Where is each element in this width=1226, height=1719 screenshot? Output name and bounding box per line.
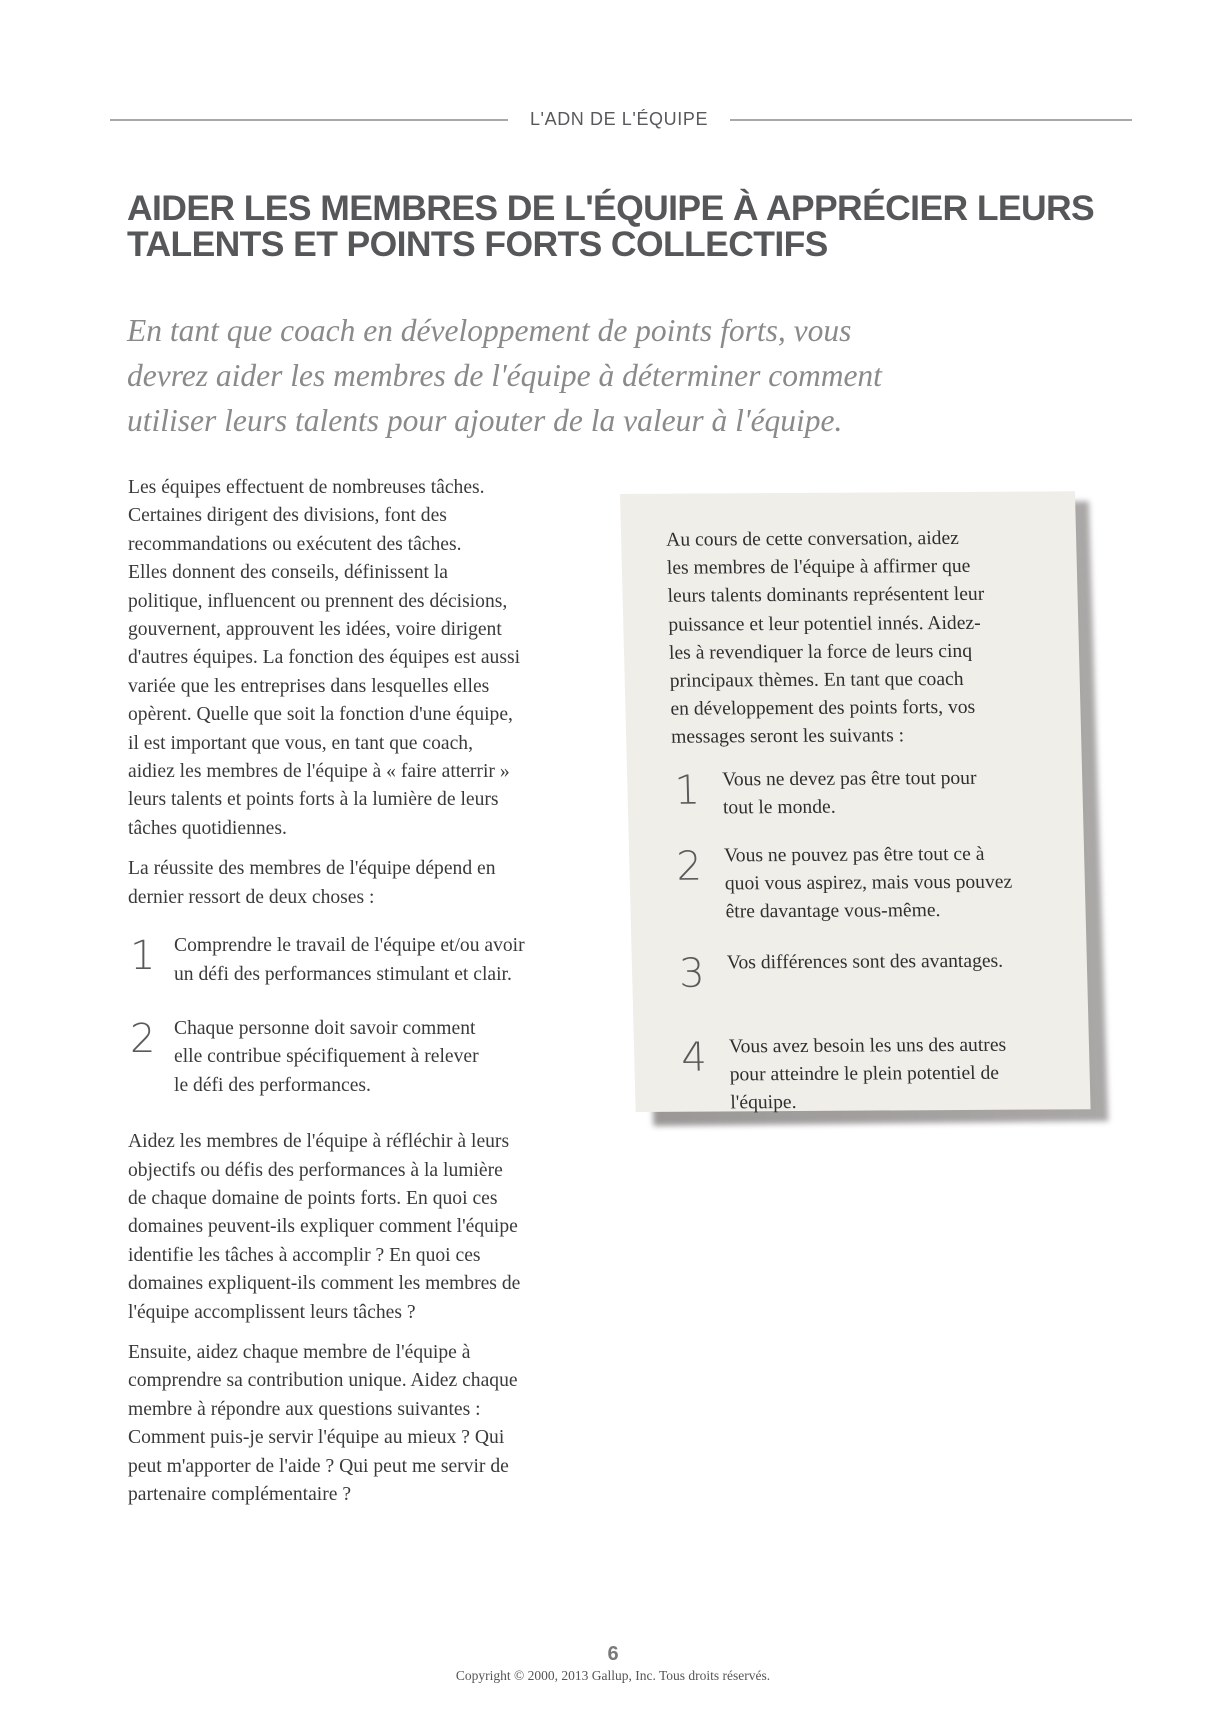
list-item: [677, 947, 1078, 997]
list-item: [679, 1031, 1081, 1118]
subtitle-line: utiliser leurs talents pour ajouter de la valeur à l'équipe.: [127, 403, 843, 438]
text-line: principaux thèmes. En tant que coach: [669, 668, 964, 692]
text-line: de chaque domaine de points forts. En quoi ces: [128, 1187, 498, 1209]
text-line: identifie les tâches à accomplir ? En quoi ces: [128, 1244, 481, 1266]
list-item: [674, 840, 1076, 927]
list-item-text: [727, 947, 1078, 977]
text-line: l'équipe.: [730, 1092, 797, 1114]
text-line: les à revendiquer la force de leurs cinq: [668, 640, 973, 664]
sticky-note-content: [666, 524, 1081, 1118]
sticky-note-paper: [620, 491, 1091, 1112]
list-item: [128, 1015, 598, 1100]
subtitle-line: En tant que coach en développement de points forts, vous: [127, 313, 852, 348]
text-line: les membres de l'équipe à affirmer que: [666, 556, 971, 579]
text-line: domaines peuvent-ils expliquer comment l'équipe: [128, 1216, 518, 1238]
text-line: Vous ne pouvez pas être tout ce à: [723, 843, 985, 867]
text-line: La réussite des membres de l'équipe dépend en: [128, 858, 496, 880]
section-label: L'ADN DE L'ÉQUIPE: [529, 109, 709, 129]
text-line: être davantage vous-même.: [725, 900, 941, 923]
page-title-line: TALENTS ET POINTS FORTS COLLECTIFS: [127, 224, 828, 264]
intro-subtitle: [127, 308, 1027, 443]
text-line: domaines expliquent-ils comment les membres de: [128, 1273, 521, 1295]
text-line: Vous ne devez pas être tout pour: [721, 767, 977, 791]
text-line: recommandations ou exécutent des tâches.: [128, 533, 462, 555]
text-line: le défi des performances.: [174, 1074, 371, 1096]
text-line: elle contribue spécifiquement à relever: [174, 1046, 479, 1068]
text-line: Comprendre le travail de l'équipe et/ou avoir: [174, 935, 525, 957]
text-line: comprendre sa contribution unique. Aidez chaque: [128, 1370, 518, 1392]
header-rule-left: [110, 119, 508, 121]
text-line: Les équipes effectuent de nombreuses tâches.: [128, 477, 485, 498]
list-number: 2: [675, 843, 703, 890]
text-line: un défi des performances stimulant et clair.: [174, 963, 512, 985]
list-number: 4: [680, 1034, 708, 1081]
text-line: leurs talents dominants représentent leur: [667, 584, 985, 608]
paragraph-teams-tasks: [128, 474, 598, 843]
paragraph-unique-contribution: [128, 1339, 598, 1509]
coach-messages-list: [672, 764, 1081, 1118]
text-line: Chaque personne doit savoir comment: [174, 1017, 476, 1039]
text-line: messages seront les suivants :: [670, 725, 905, 749]
text-line: Certaines dirigent des divisions, font des: [128, 505, 447, 527]
text-line: tâches quotidiennes.: [128, 817, 287, 839]
success-factors-list: [128, 932, 598, 1100]
text-line: aidiez les membres de l'équipe à « faire atterrir »: [128, 761, 510, 783]
paragraph-success-depends: [128, 855, 598, 912]
text-line: leurs talents et points forts à la lumière de leurs: [128, 789, 499, 811]
text-line: Elles donnent des conseils, définissent la: [128, 562, 448, 584]
list-item-text: [174, 1015, 598, 1100]
text-line: variée que les entreprises dans lesquelles elles: [128, 675, 490, 697]
text-line: en développement des points forts, vos: [670, 697, 976, 720]
list-number: 1: [130, 933, 156, 980]
sticky-note-intro: [666, 524, 1072, 752]
text-line: quoi vous aspirez, mais vous pouvez: [724, 871, 1013, 895]
list-item-text: [174, 932, 598, 989]
text-line: tout le monde.: [722, 796, 836, 819]
text-line: pour atteindre le plein potentiel de: [729, 1062, 1000, 1086]
text-line: l'équipe accomplissent leurs tâches ?: [128, 1301, 416, 1323]
list-item: [128, 932, 598, 989]
copyright-notice: Copyright © 2000, 2013 Gallup, Inc. Tous droits réservés.: [455, 1668, 771, 1683]
list-number: 3: [678, 950, 706, 997]
page-number: 6: [607, 1643, 619, 1665]
page-title: [127, 190, 1127, 262]
page-title-line: AIDER LES MEMBRES DE L'ÉQUIPE À APPRÉCIER LEURS: [127, 188, 1095, 228]
list-item-text: [729, 1031, 1081, 1118]
text-line: puissance et leur potentiel innés. Aidez-: [668, 612, 981, 636]
text-line: il est important que vous, en tant que coach,: [128, 732, 473, 754]
list-item-text: [722, 764, 1073, 823]
subtitle-line: devrez aider les membres de l'équipe à déterminer comment: [127, 358, 882, 393]
text-line: dernier ressort de deux choses :: [128, 886, 375, 908]
header-rule-right: [730, 119, 1132, 121]
text-line: opèrent. Quelle que soit la fonction d'une équipe,: [128, 704, 513, 726]
text-line: membre à répondre aux questions suivantes :: [128, 1398, 481, 1420]
text-line: Vous avez besoin les uns des autres: [728, 1034, 1007, 1058]
text-line: d'autres équipes. La fonction des équipes est aussi: [128, 647, 521, 669]
text-line: politique, influencent ou prennent des décisions,: [128, 590, 508, 612]
list-number: 1: [673, 767, 701, 814]
text-line: objectifs ou défis des performances à la lumière: [128, 1159, 503, 1181]
text-line: Ensuite, aidez chaque membre de l'équipe à: [128, 1341, 471, 1363]
text-line: Aidez les membres de l'équipe à réfléchir à leurs: [128, 1131, 510, 1153]
left-column: [128, 474, 598, 1509]
text-line: partenaire complémentaire ?: [128, 1484, 352, 1505]
text-line: Vos différences sont des avantages.: [726, 950, 1004, 974]
list-number: 2: [130, 1015, 156, 1062]
text-line: Au cours de cette conversation, aidez: [665, 527, 960, 551]
text-line: Comment puis-je servir l'équipe au mieux ? Qui: [128, 1427, 505, 1449]
text-line: peut m'apporter de l'aide ? Qui peut me servir de: [128, 1455, 509, 1477]
text-line: gouvernent, approuvent les idées, voire dirigent: [128, 619, 502, 641]
list-item: [672, 764, 1073, 823]
sticky-note: [620, 494, 1075, 1116]
paragraph-reflect-domains: [128, 1128, 598, 1327]
list-item-text: [724, 840, 1076, 927]
